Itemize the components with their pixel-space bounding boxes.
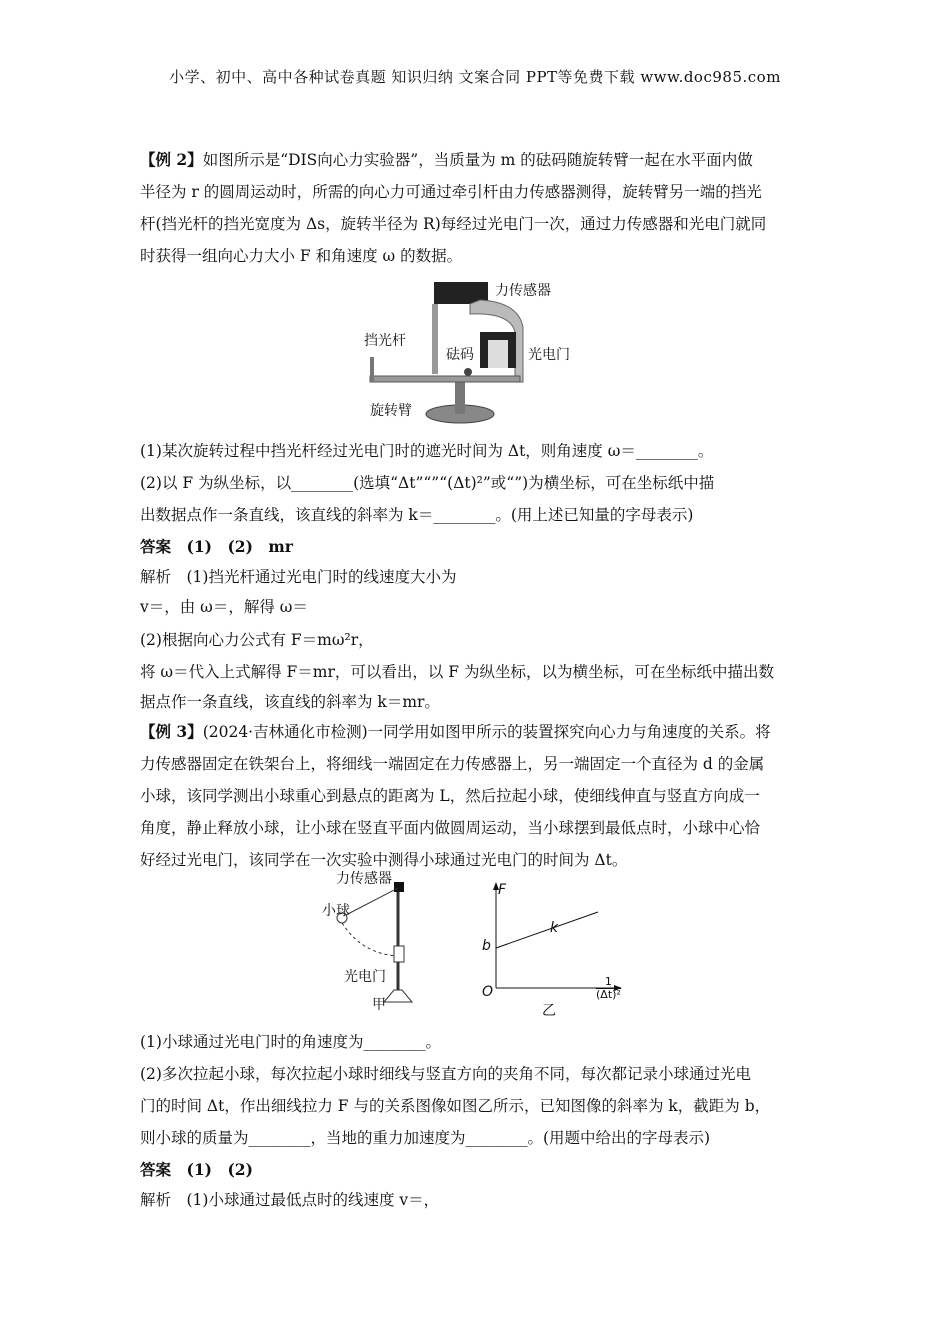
ex2-line-4: 时获得一组向心力大小 F 和角速度 ω 的数据。	[140, 247, 463, 265]
ex3-question-2c: 则小球的质量为________，当地的重力加速度为________。(用题中给出的字母表示)	[140, 1129, 711, 1147]
ex2-solution-4: 将 ω＝代入上式解得 F＝mr，可以看出，以 F 为纵坐标，以为横坐标，可在坐标纸中描出数	[140, 663, 774, 681]
ex2-text-1: 如图所示是“DIS向心力实验器”，当质量为 m 的砝码随旋转臂一起在水平面内做	[202, 151, 753, 169]
ex2-solution-1: 解析 (1)挡光杆通过光电门时的线速度大小为	[140, 568, 457, 586]
ex3-line-5: 好经过光电门，该同学在一次实验中测得小球通过光电门的时间为 Δt。	[140, 851, 628, 869]
label-force-sensor: 力传感器	[495, 283, 551, 299]
ex2-tag: 【例 2】	[140, 150, 203, 169]
ex2-solution-3: (2)根据向心力公式有 F＝mω²r，	[140, 631, 374, 649]
dis-apparatus-figure	[360, 272, 590, 432]
ex2-question-2a: (2)以 F 为纵坐标，以________(选填“Δt”“”“(Δt)²”或“”)为横坐标，可在坐标纸中描	[140, 474, 715, 492]
fig-a-label-sensor: 力传感器	[336, 871, 392, 887]
graph-origin-text: O	[482, 984, 494, 1000]
fig-a-caption: 甲	[372, 997, 386, 1013]
ex2-solution-2: v＝，由 ω＝，解得 ω＝	[140, 598, 308, 616]
graph-figure	[476, 878, 646, 1018]
ex2-question-2b: 出数据点作一条直线，该直线的斜率为 k＝________。(用上述已知量的字母表示)	[140, 506, 694, 524]
fig-a-label-gate: 光电门	[344, 969, 386, 985]
ex3-question-2a: (2)多次拉起小球，每次拉起小球时细线与竖直方向的夹角不同，每次都记录小球通过光电	[140, 1065, 751, 1083]
label-shading-bar: 挡光杆	[364, 333, 406, 349]
label-rotating-arm: 旋转臂	[370, 403, 412, 419]
ex3-tag: 【例 3】	[140, 722, 203, 741]
ex3-line-3: 小球，该同学测出小球重心到悬点的距离为 L，然后拉起小球，使细线伸直与竖直方向成一	[140, 787, 760, 805]
ex3-line-4: 角度，静止释放小球，让小球在竖直平面内做圆周运动，当小球摆到最低点时，小球中心恰	[140, 819, 761, 837]
page-header: 小学、初中、高中各种试卷真题 知识归纳 文案合同 PPT等免费下载 www.doc985.com	[169, 68, 781, 86]
fig-a-label-ball: 小球	[322, 903, 350, 919]
graph-intercept-label	[482, 938, 491, 954]
ex3-line-2: 力传感器固定在铁架台上，将细线一端固定在力传感器上，另一端固定一个直径为 d 的金属	[140, 755, 765, 773]
graph-slope-label	[550, 920, 558, 936]
label-photogate: 光电门	[528, 347, 570, 363]
ex2-line-3: 杆(挡光杆的挡光宽度为 Δs，旋转半径为 R)每经过光电门一次，通过力传感器和光电门就同	[140, 215, 767, 233]
ex3-question-1: (1)小球通过光电门时的角速度为________。	[140, 1033, 441, 1051]
ex2-line-1	[140, 150, 753, 170]
graph-intercept-text: b	[482, 938, 491, 954]
graph-x-denominator: (Δt)²	[596, 988, 621, 1001]
pendulum-figure	[322, 866, 432, 1016]
ex2-solution-5: 据点作一条直线，该直线的斜率为 k＝mr。	[140, 693, 440, 711]
ex3-question-2b: 门的时间 Δt，作出细线拉力 F 与的关系图像如图乙所示，已知图像的斜率为 k，截距为 b，	[140, 1097, 771, 1115]
label-weight: 砝码	[446, 347, 474, 363]
fig-b-caption: 乙	[542, 1003, 556, 1019]
graph-origin-label	[482, 984, 493, 1000]
ex3-solution-1: 解析 (1)小球通过最低点时的线速度 v＝，	[140, 1191, 440, 1209]
graph-x-label	[596, 976, 621, 1001]
ex3-line-1	[140, 722, 771, 742]
graph-y-text: F	[498, 882, 507, 898]
graph-slope-text: k	[550, 920, 559, 936]
ex2-line-2: 半径为 r 的圆周运动时，所需的向心力可通过牵引杆由力传感器测得，旋转臂另一端的挡光	[140, 183, 762, 201]
ex3-text-1: (2024·吉林通化市检测)一同学用如图甲所示的装置探究向心力与角速度的关系。将	[202, 723, 771, 741]
ex2-question-1: (1)某次旋转过程中挡光杆经过光电门时的遮光时间为 Δt，则角速度 ω＝________。	[140, 442, 714, 460]
ex3-answer: 答案 (1) (2)	[140, 1160, 253, 1179]
graph-x-numerator: 1	[596, 976, 621, 989]
graph-y-label	[498, 882, 506, 898]
ex2-answer: 答案 (1) (2) mr	[140, 537, 293, 556]
